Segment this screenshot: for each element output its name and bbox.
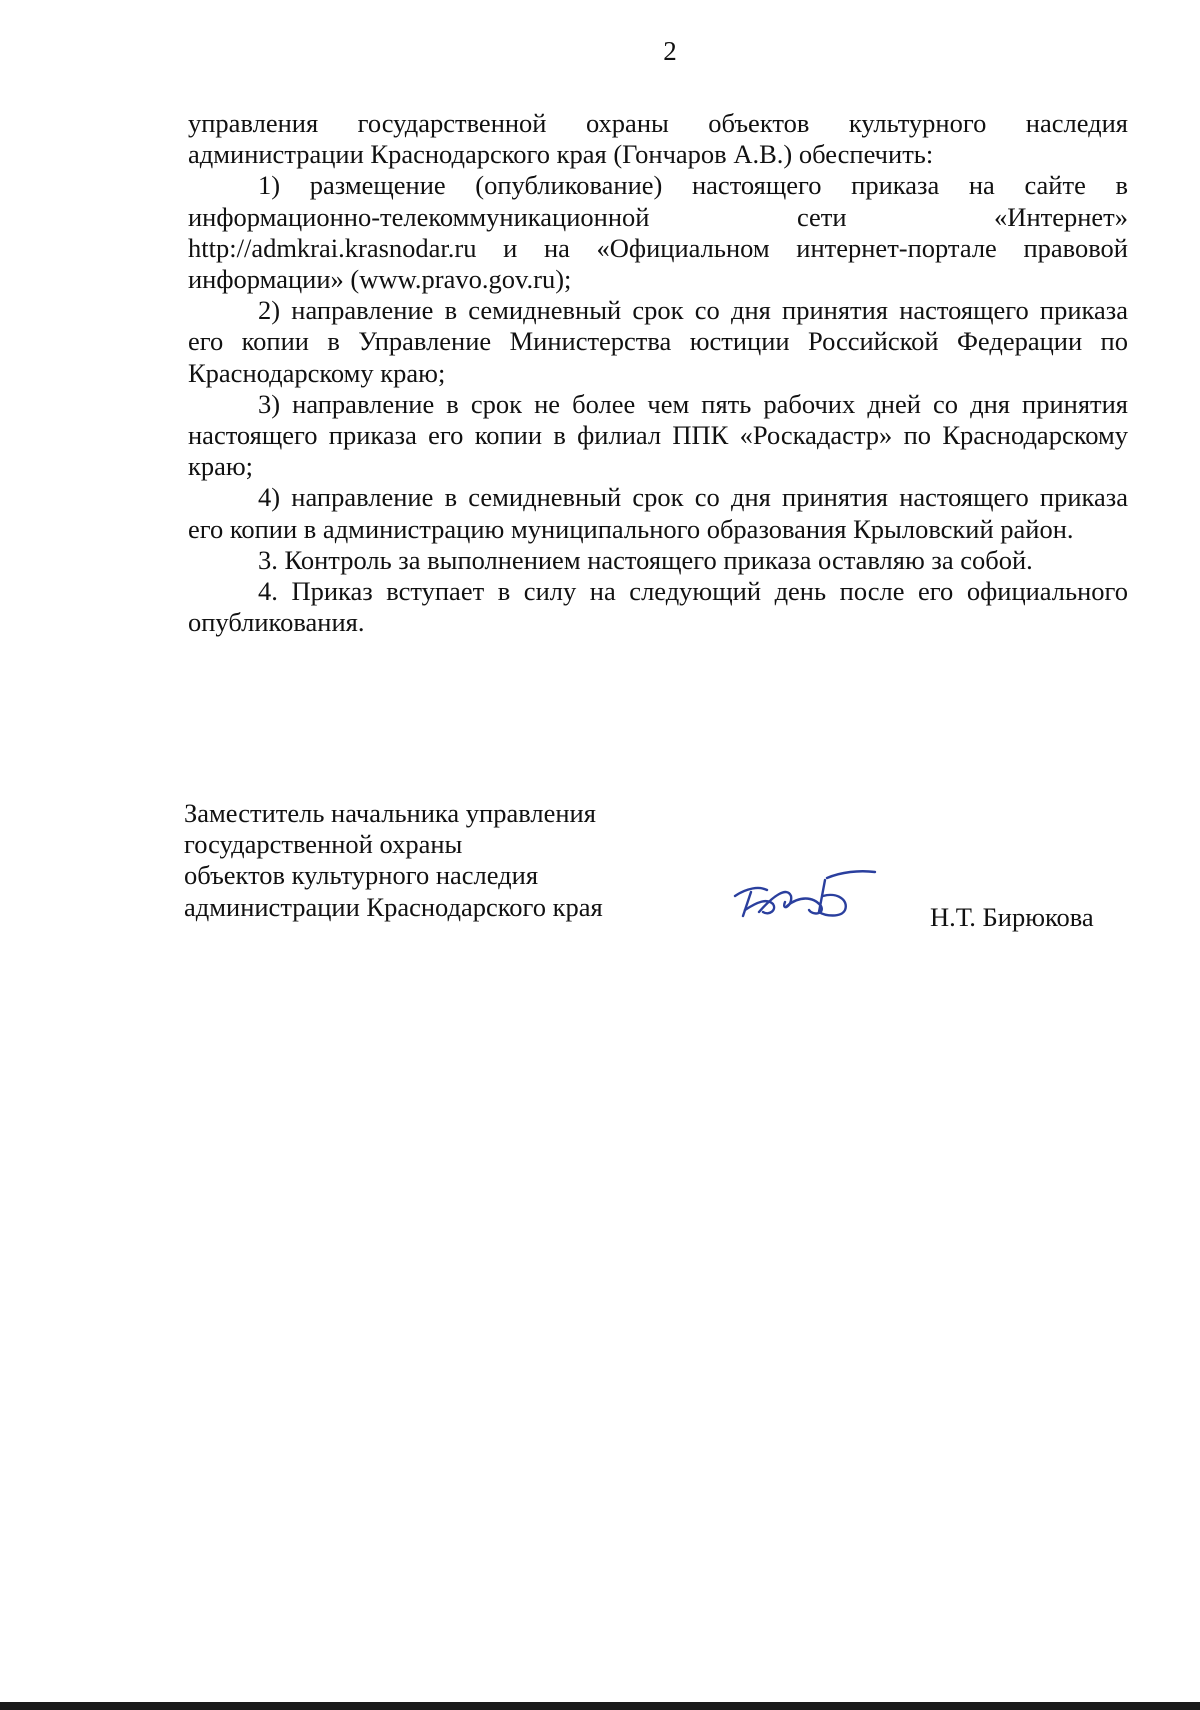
signature-strokes [735, 871, 875, 916]
signatory-title-line: администрации Краснодарского края [184, 891, 603, 922]
document-body [188, 108, 1128, 638]
paragraph-item-3: 3) направление в срок не более чем пять рабочих дней со дня принятия настоящего приказа его копии в филиал ППК «Роскадастр» по Краснодарскому краю; [188, 388, 1128, 482]
signatory-title-line: государственной охраны [184, 829, 463, 860]
signatory-name: Н.Т. Бирюкова [930, 902, 1094, 932]
paragraph-intro: управления государственной охраны объектов культурного наследия администрации Краснодарского края (Гончаров А.В.) обеспечить: [188, 108, 1128, 170]
signatory-title-line: Заместитель начальника управления [184, 798, 596, 828]
handwritten-signature [729, 866, 879, 936]
paragraph-item-4: 4) направление в семидневный срок со дня принятия настоящего приказа его копии в администрацию муниципального образования Крыловский район. [188, 482, 1128, 544]
page-number: 2 [663, 36, 677, 66]
paragraph-clause-4: 4. Приказ вступает в силу на следующий день после его официального опубликования. [188, 576, 1128, 638]
scan-bottom-edge [0, 1702, 1200, 1710]
signature-block [184, 798, 1144, 948]
paragraph-clause-3: 3. Контроль за выполнением настоящего приказа оставляю за собой. [258, 544, 1033, 575]
paragraph-item-2: 2) направление в семидневный срок со дня принятия настоящего приказа его копии в Управление Министерства юстиции Российской Федерации по Краснодарскому краю; [188, 295, 1128, 388]
paragraph-item-1: 1) размещение (опубликование) настоящего приказа на сайте в информационно-телекоммуникационной сети «Интернет» http://admkrai.krasnodar.ru и на «Официальном интернет-портале правовой информации» (www.pravo.gov.ru); [188, 170, 1128, 295]
signatory-title-line: объектов культурного наследия [184, 860, 539, 891]
